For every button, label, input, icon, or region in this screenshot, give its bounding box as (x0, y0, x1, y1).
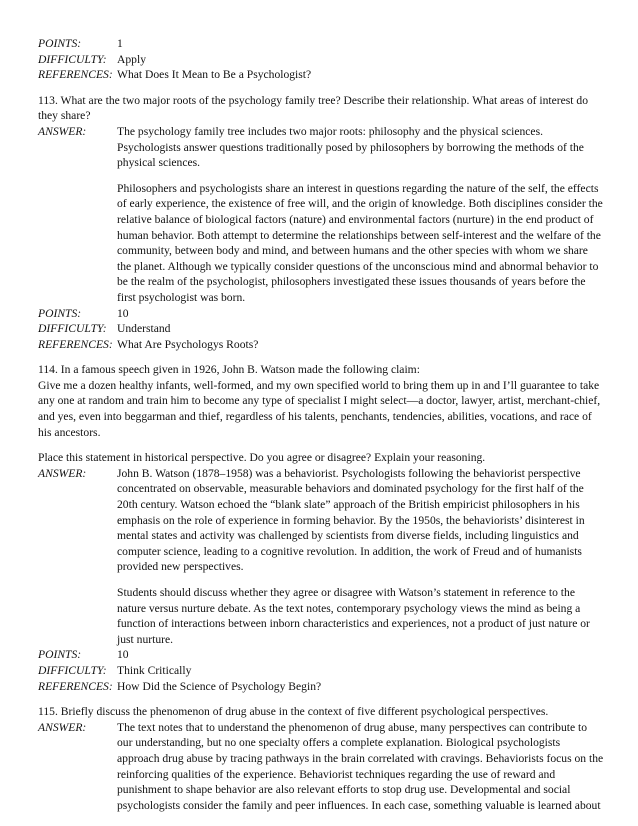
answer-paragraph: The psychology family tree includes two major roots: philosophy and the physical sciences. Psychologists answer questions traditionally posed by philosophers by borrowing the methods of the physical sciences. (117, 124, 584, 170)
answer-label: ANSWER: (38, 466, 87, 480)
points-value: 10 (117, 648, 129, 662)
difficulty-label: DIFFICULTY: (38, 663, 107, 677)
difficulty-label: DIFFICULTY: (38, 52, 107, 66)
difficulty-row (38, 52, 604, 68)
answer-body (117, 466, 604, 648)
references-row (38, 67, 604, 83)
question-114-intro: 114. In a famous speech given in 1926, John B. Watson made the following claim: (38, 363, 420, 377)
points-row (38, 306, 604, 322)
answer-paragraph: Philosophers and psychologists share an interest in questions regarding the nature of the self, the effects of early experience, the existence of free will, and the origin of knowledge. Both disciplines consider the relative balance of biological factors (nature) and environmental factors (nurture) in the end product of human behavior. Both attempt to determine the relationships between self-interest and the welfare of the community, between body and mind, and between humans and the other species with whom we share the planet. Although we typically consider questions of the unconscious mind and abnormal behavior to be the realm of the psychologist, philosophers investigated these issues thousands of years before the first psychologist was born. (117, 181, 603, 304)
difficulty-value: Apply (117, 52, 146, 66)
answer-paragraph: The text notes that to understand the phenomenon of drug abuse, many perspectives can contribute to our understanding, but no one specialty offers a complete explanation. Biological psychologists approach drug abuse by tracing pathways in the brain correlated with cravings. Behaviorists focus on the reinforcing qualities of the experience. Behaviorist techniques regarding the use of reward and punishment to shape behavior are also relevant efforts to stop drug use. Developmental and social psychologists consider the family and peer influences. In each case, something valuable is learned about (117, 720, 604, 812)
points-label: POINTS: (38, 306, 82, 320)
question-114-prompt: Place this statement in historical perspective. Do you agree or disagree? Explain your reasoning. (38, 451, 486, 465)
question-114 (38, 362, 604, 694)
answer-body (117, 124, 604, 306)
difficulty-row (38, 663, 604, 679)
points-value: 1 (117, 37, 123, 50)
references-value: What Are Psychologys Roots? (117, 337, 259, 351)
answer-row (38, 124, 604, 306)
document-page (38, 36, 604, 813)
references-row (38, 679, 604, 695)
difficulty-row (38, 321, 604, 337)
references-label: REFERENCES: (38, 337, 113, 351)
answer-paragraph: John B. Watson (1878–1958) was a behaviorist. Psychologists following the behaviorist perspective concentrated on observable, measurable behaviors and dominated psychology for the first half of the 20th century. Watson echoed the “blank slate” approach of the British empiricist philosophers in his emphasis on the role of experience in forming behavior. By the 1950s, the behaviorists’ disinterest in mental states and activity was challenged by scientists from diverse fields, including linguistics and computer science, leading to a cognitive revolution. In addition, the work of Freud and of humanists provided new perspectives. (117, 466, 585, 574)
points-row (38, 647, 604, 663)
points-row (38, 36, 604, 52)
difficulty-label: DIFFICULTY: (38, 322, 107, 336)
references-value: What Does It Mean to Be a Psychologist? (117, 68, 312, 82)
points-label: POINTS: (38, 648, 82, 662)
difficulty-value: Understand (117, 322, 171, 336)
references-label: REFERENCES: (38, 68, 113, 82)
references-value: How Did the Science of Psychology Begin? (117, 679, 322, 693)
question-115 (38, 704, 604, 813)
answer-paragraph: Students should discuss whether they agree or disagree with Watson’s statement in reference to the nature versus nurture debate. As the text notes, contemporary psychology views the mind as being a function of interactions between inborn characteristics and experiences, not a product of just nature or just nurture. (117, 586, 590, 646)
question-113-text: 113. What are the two major roots of the psychology family tree? Describe their relationship. What areas of interest do they share? (38, 93, 588, 123)
answer-row (38, 466, 604, 648)
answer-body (117, 720, 604, 814)
answer-row (38, 720, 604, 814)
points-label: POINTS: (38, 37, 82, 50)
question-115-text: 115. Briefly discuss the phenomenon of drug abuse in the context of five different psychological perspectives. (38, 705, 549, 719)
item-112-meta (38, 36, 604, 83)
answer-label: ANSWER: (38, 124, 87, 138)
references-label: REFERENCES: (38, 679, 113, 693)
references-row (38, 337, 604, 353)
question-114-quote: Give me a dozen healthy infants, well-formed, and my own specified world to bring them up in and I’ll guarantee to take any one at random and train him to become any type of specialist I might select—a doctor, lawyer, artist, merchant-chief, and yes, even into beggarman and thief, regardless of his talents, penchants, tendencies, abilities, vocations, and race of his ancestors. (38, 378, 601, 439)
question-113 (38, 93, 604, 353)
difficulty-value: Think Critically (117, 663, 192, 677)
answer-label: ANSWER: (38, 720, 87, 734)
points-value: 10 (117, 306, 129, 320)
